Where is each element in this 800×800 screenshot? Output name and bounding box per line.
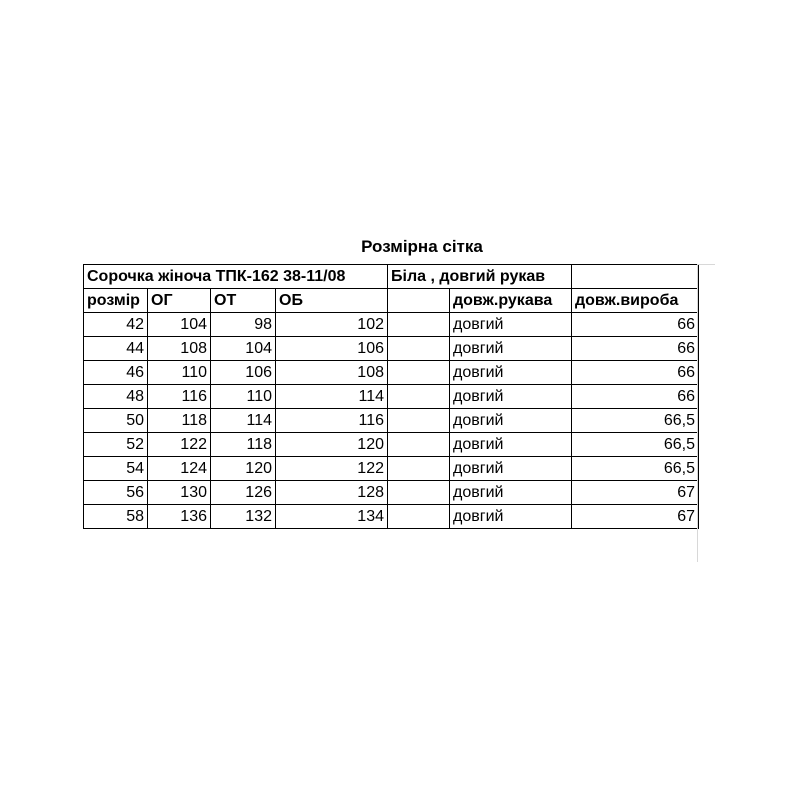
table-row bbox=[84, 457, 699, 481]
header-ob: ОБ bbox=[276, 289, 388, 313]
cell-ot: 104 bbox=[211, 337, 276, 361]
cell-ob: 116 bbox=[276, 409, 388, 433]
cell-garment-length: 66 bbox=[572, 385, 699, 409]
cell-size: 50 bbox=[84, 409, 148, 433]
header-sleeve-length: довж.рукава bbox=[450, 289, 572, 313]
cell-sleeve-length: довгий bbox=[450, 385, 572, 409]
cell-empty bbox=[388, 433, 450, 457]
cell-sleeve-length: довгий bbox=[450, 313, 572, 337]
cell-size: 58 bbox=[84, 505, 148, 529]
header-size: розмір bbox=[84, 289, 148, 313]
cell-ot: 126 bbox=[211, 481, 276, 505]
header-ot: ОТ bbox=[211, 289, 276, 313]
table-row bbox=[84, 385, 699, 409]
cell-garment-length: 66 bbox=[572, 313, 699, 337]
cell-og: 136 bbox=[148, 505, 211, 529]
cell-ot: 106 bbox=[211, 361, 276, 385]
table-row bbox=[84, 505, 699, 529]
cell-ob: 120 bbox=[276, 433, 388, 457]
table-row bbox=[84, 481, 699, 505]
product-name: Сорочка жіноча ТПК-162 38-11/08 bbox=[84, 265, 388, 289]
cell-empty bbox=[388, 313, 450, 337]
cell-og: 116 bbox=[148, 385, 211, 409]
sheet-gridline bbox=[697, 264, 698, 562]
cell-ob: 122 bbox=[276, 457, 388, 481]
cell-sleeve-length: довгий bbox=[450, 409, 572, 433]
cell-size: 54 bbox=[84, 457, 148, 481]
cell-empty bbox=[388, 505, 450, 529]
cell-size: 52 bbox=[84, 433, 148, 457]
sheet-gridline bbox=[697, 264, 715, 265]
product-description: Біла , довгий рукав bbox=[388, 265, 572, 289]
size-chart-table bbox=[83, 264, 699, 529]
cell-ob: 108 bbox=[276, 361, 388, 385]
cell-sleeve-length: довгий bbox=[450, 433, 572, 457]
cell-empty bbox=[388, 481, 450, 505]
cell-ob: 106 bbox=[276, 337, 388, 361]
cell-garment-length: 66 bbox=[572, 361, 699, 385]
cell-sleeve-length: довгий bbox=[450, 481, 572, 505]
cell-ot: 110 bbox=[211, 385, 276, 409]
cell-og: 108 bbox=[148, 337, 211, 361]
cell-size: 46 bbox=[84, 361, 148, 385]
cell-ot: 114 bbox=[211, 409, 276, 433]
cell-size: 42 bbox=[84, 313, 148, 337]
cell-ob: 134 bbox=[276, 505, 388, 529]
header-row bbox=[84, 289, 699, 313]
cell-ot: 132 bbox=[211, 505, 276, 529]
table-row bbox=[84, 313, 699, 337]
cell-garment-length: 66,5 bbox=[572, 433, 699, 457]
cell-sleeve-length: довгий bbox=[450, 337, 572, 361]
table-row bbox=[84, 361, 699, 385]
cell-ot: 120 bbox=[211, 457, 276, 481]
page-title: Розмірна сітка bbox=[361, 237, 483, 256]
cell-ot: 98 bbox=[211, 313, 276, 337]
cell-og: 130 bbox=[148, 481, 211, 505]
cell-og: 104 bbox=[148, 313, 211, 337]
table-row bbox=[84, 409, 699, 433]
cell-size: 44 bbox=[84, 337, 148, 361]
header-garment-length: довж.вироба bbox=[572, 289, 699, 313]
cell-sleeve-length: довгий bbox=[450, 505, 572, 529]
cell-size: 56 bbox=[84, 481, 148, 505]
cell-ob: 114 bbox=[276, 385, 388, 409]
cell-empty bbox=[388, 385, 450, 409]
cell-garment-length: 67 bbox=[572, 505, 699, 529]
cell-garment-length: 66,5 bbox=[572, 457, 699, 481]
cell-empty bbox=[388, 361, 450, 385]
cell-garment-length: 67 bbox=[572, 481, 699, 505]
cell-garment-length: 66,5 bbox=[572, 409, 699, 433]
cell-og: 110 bbox=[148, 361, 211, 385]
cell-empty bbox=[388, 337, 450, 361]
cell-sleeve-length: довгий bbox=[450, 457, 572, 481]
table-row bbox=[84, 433, 699, 457]
cell-ot: 118 bbox=[211, 433, 276, 457]
cell-og: 124 bbox=[148, 457, 211, 481]
header-og: ОГ bbox=[148, 289, 211, 313]
cell-ob: 102 bbox=[276, 313, 388, 337]
cell-og: 118 bbox=[148, 409, 211, 433]
header-empty bbox=[388, 289, 450, 313]
cell-ob: 128 bbox=[276, 481, 388, 505]
product-extra-cell bbox=[572, 265, 699, 289]
cell-empty bbox=[388, 457, 450, 481]
cell-garment-length: 66 bbox=[572, 337, 699, 361]
cell-sleeve-length: довгий bbox=[450, 361, 572, 385]
product-row bbox=[84, 265, 699, 289]
cell-og: 122 bbox=[148, 433, 211, 457]
cell-size: 48 bbox=[84, 385, 148, 409]
table-row bbox=[84, 337, 699, 361]
cell-empty bbox=[388, 409, 450, 433]
